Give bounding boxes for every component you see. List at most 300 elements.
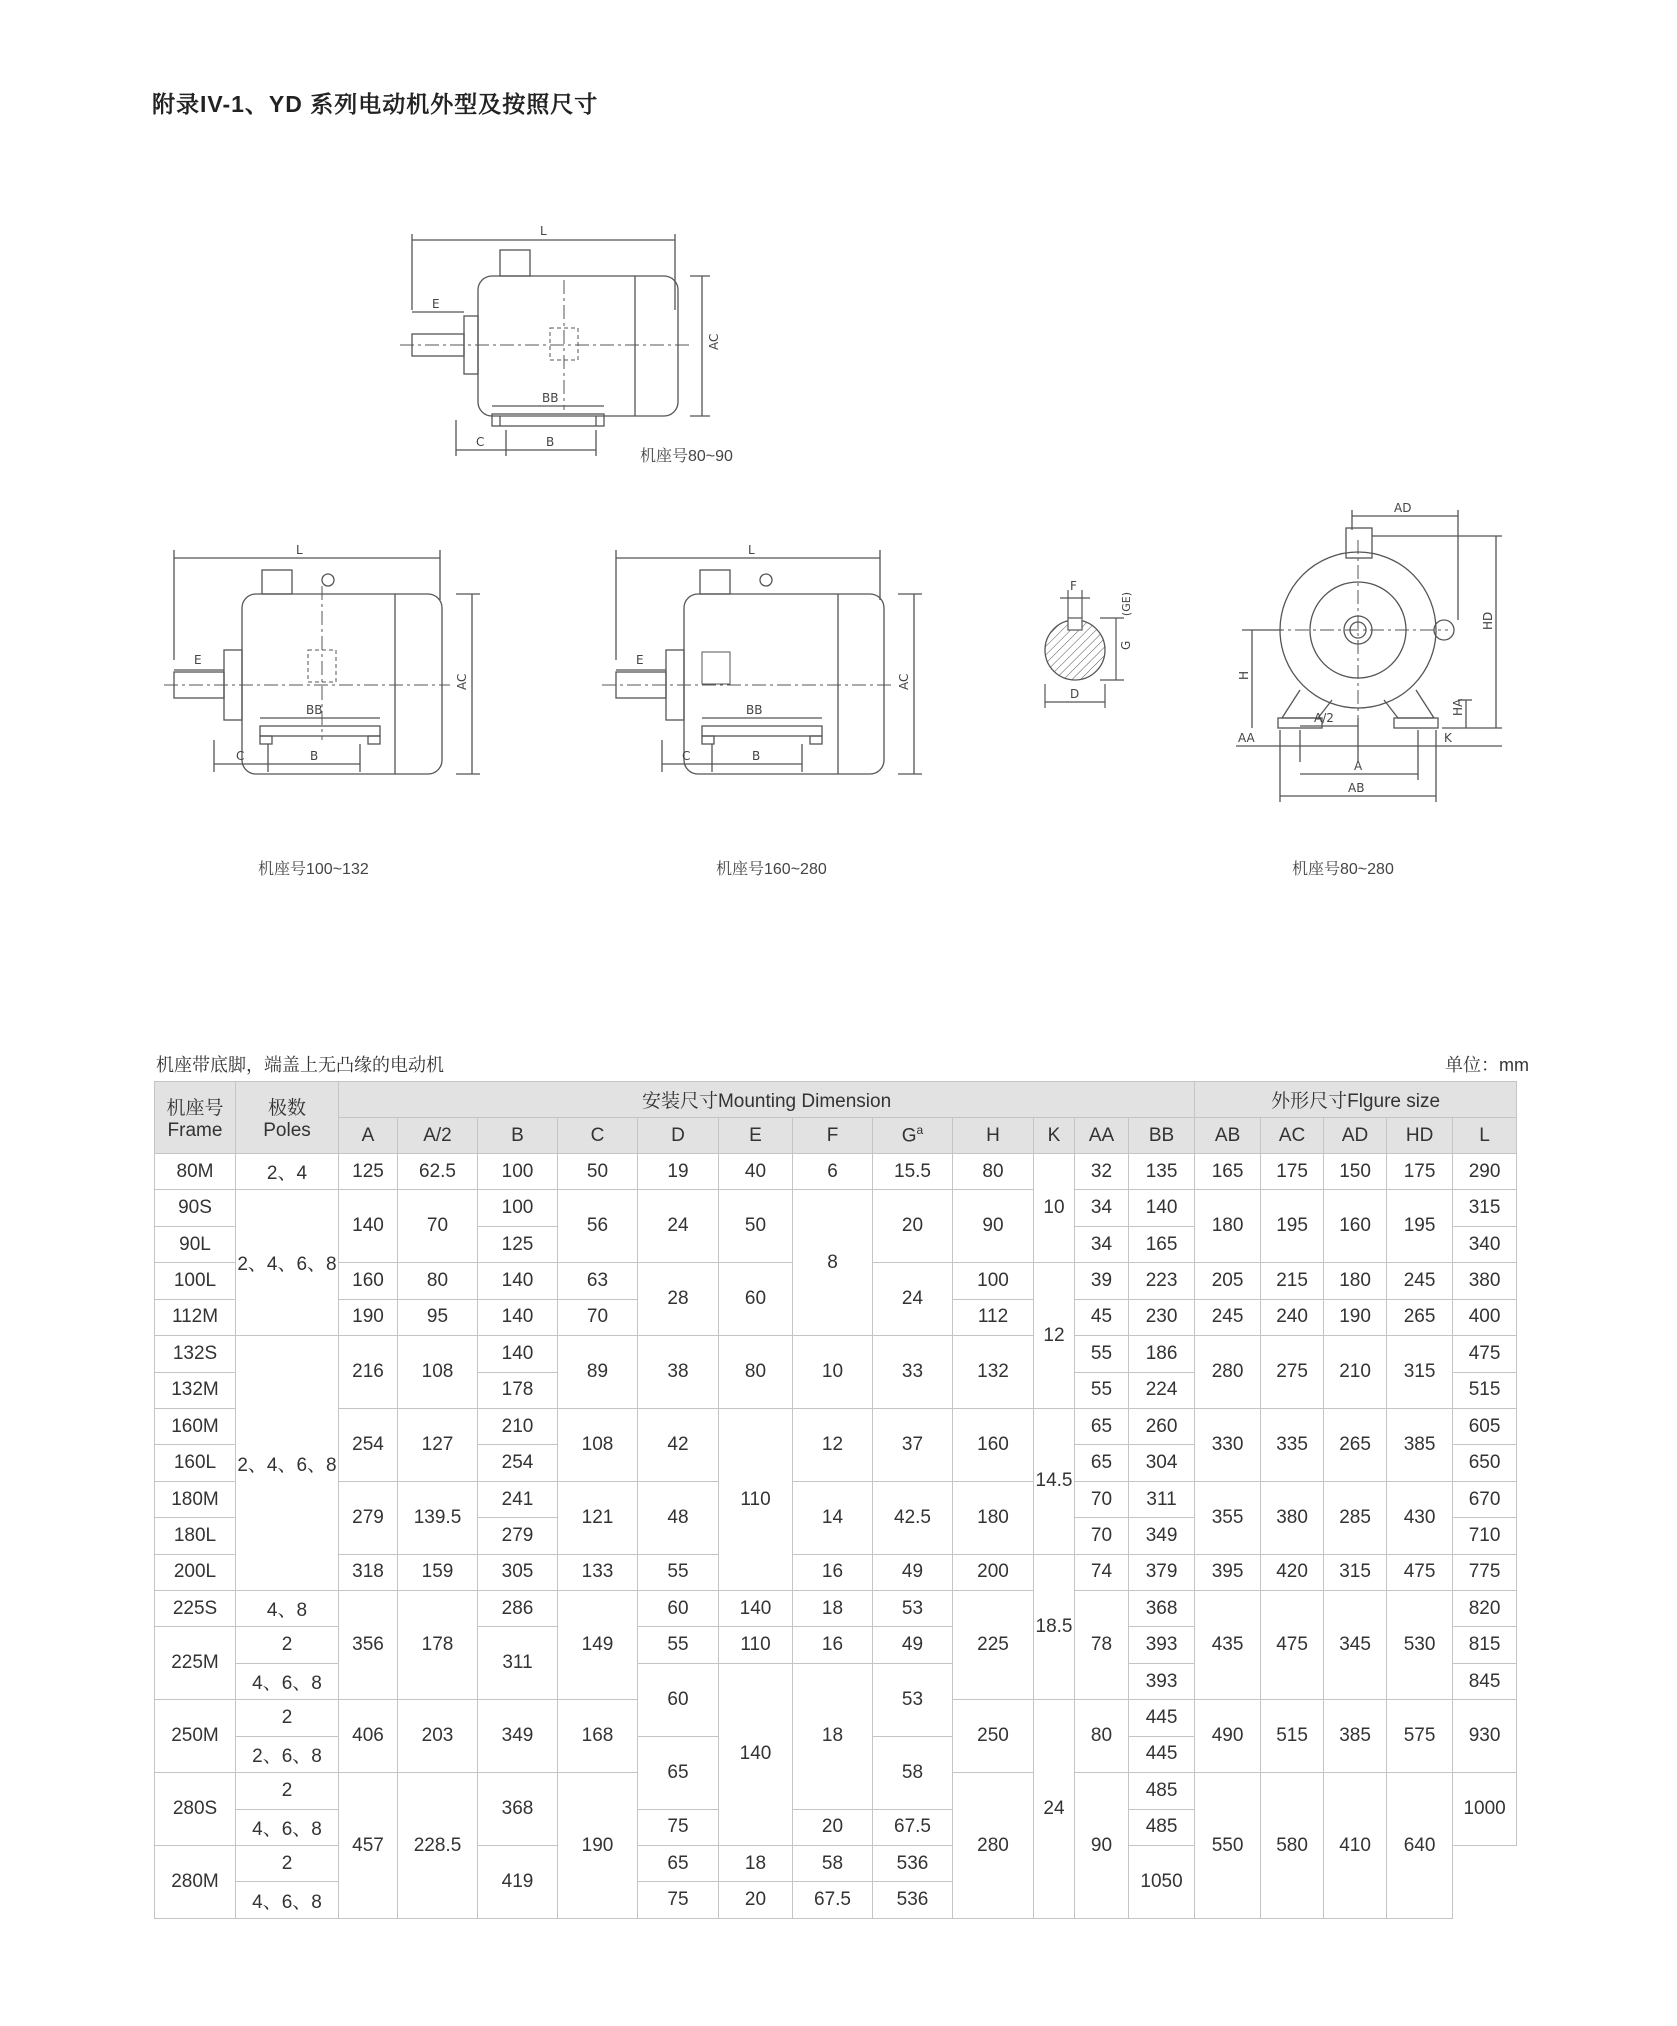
cell-E: 140 bbox=[719, 1591, 793, 1627]
cell-E: 110 bbox=[719, 1627, 793, 1663]
cell-L: 605 bbox=[1453, 1408, 1517, 1444]
cell-AD: 385 bbox=[1324, 1700, 1387, 1773]
drawing-frame-80-90 bbox=[390, 220, 780, 470]
cell-poles: 2 bbox=[236, 1846, 339, 1882]
cell-G: 20 bbox=[873, 1190, 953, 1263]
cell-AA: 70 bbox=[1075, 1481, 1129, 1517]
cell-B: 100 bbox=[478, 1190, 558, 1226]
cell-B: 100 bbox=[478, 1154, 558, 1190]
cell-D: 65 bbox=[638, 1846, 719, 1882]
cell-H: 160 bbox=[953, 1408, 1034, 1481]
cell-G: 42.5 bbox=[873, 1481, 953, 1554]
cell-AA: 39 bbox=[1075, 1263, 1129, 1299]
header-G-sup: a bbox=[916, 1123, 924, 1138]
cell-B: 311 bbox=[478, 1627, 558, 1700]
cell-BB: 165 bbox=[1129, 1226, 1195, 1262]
cell-BB: 393 bbox=[1129, 1627, 1195, 1663]
dim-C-label: C bbox=[236, 749, 245, 763]
cell-F: 18 bbox=[793, 1591, 873, 1627]
cell-C: 190 bbox=[558, 1773, 638, 1919]
cell-AA: 78 bbox=[1075, 1591, 1129, 1700]
cell-D: 75 bbox=[638, 1882, 719, 1919]
cell-A2: 203 bbox=[398, 1700, 478, 1773]
table-caption: 机座带底脚，端盖上无凸缘的电动机 bbox=[156, 1055, 444, 1075]
cell-A: 279 bbox=[339, 1481, 398, 1554]
cell-HD: 575 bbox=[1387, 1700, 1453, 1773]
drawing-end-view bbox=[1222, 500, 1512, 810]
cell-D: 65 bbox=[638, 1736, 719, 1809]
unit-label: 单位：mm bbox=[1445, 1055, 1529, 1075]
dim-H-label: H bbox=[1237, 670, 1251, 680]
header-AC: AC bbox=[1261, 1118, 1324, 1154]
cell-AB: 550 bbox=[1195, 1773, 1261, 1919]
cell-poles: 2 bbox=[236, 1773, 339, 1809]
cell-A: 216 bbox=[339, 1336, 398, 1409]
cell-BB: 485 bbox=[1129, 1809, 1195, 1845]
cell-BB: 224 bbox=[1129, 1372, 1195, 1408]
page-title: 附录IV-1、YD 系列电动机外型及按照尺寸 bbox=[152, 91, 599, 117]
cell-F: 20 bbox=[793, 1809, 873, 1845]
cell-D: 60 bbox=[638, 1591, 719, 1627]
cell-A: 125 bbox=[339, 1154, 398, 1190]
cell-BB: 445 bbox=[1129, 1700, 1195, 1736]
cell-E: 50 bbox=[719, 1190, 793, 1263]
cell-H: 112 bbox=[953, 1299, 1034, 1335]
cell-BB: 536 bbox=[873, 1882, 953, 1919]
cell-frame: 280M bbox=[155, 1846, 236, 1919]
cell-B: 125 bbox=[478, 1226, 558, 1262]
cell-H: 250 bbox=[953, 1700, 1034, 1773]
header-figure-size: 外形尺寸Flgure size bbox=[1195, 1082, 1517, 1118]
dim-L-label: L bbox=[296, 543, 303, 557]
cell-poles: 4、8 bbox=[236, 1591, 339, 1627]
cell-A2: 80 bbox=[398, 1263, 478, 1299]
cell-L: 340 bbox=[1453, 1226, 1517, 1262]
cell-A: 190 bbox=[339, 1299, 398, 1335]
cell-H: 225 bbox=[953, 1591, 1034, 1700]
dim-L-label: L bbox=[748, 543, 755, 557]
cell-L: 1050 bbox=[1129, 1846, 1195, 1919]
cell-B: 279 bbox=[478, 1518, 558, 1554]
dim-AC-label: AC bbox=[897, 673, 911, 690]
dim-AB-label: AB bbox=[1348, 781, 1365, 795]
cell-L: 845 bbox=[1453, 1663, 1517, 1699]
cell-L: 930 bbox=[1453, 1700, 1517, 1773]
cell-H: 90 bbox=[953, 1190, 1034, 1263]
cell-HD: 265 bbox=[1387, 1299, 1453, 1335]
dim-E-label: E bbox=[194, 653, 202, 667]
cell-AC: 420 bbox=[1261, 1554, 1324, 1590]
cell-A2: 159 bbox=[398, 1554, 478, 1590]
cell-K: 24 bbox=[1034, 1700, 1075, 1919]
cell-C: 149 bbox=[558, 1591, 638, 1700]
header-H: H bbox=[953, 1118, 1034, 1154]
cell-C: 56 bbox=[558, 1190, 638, 1263]
cell-BB: 140 bbox=[1129, 1190, 1195, 1226]
cell-frame: 160M bbox=[155, 1408, 236, 1444]
cell-B: 254 bbox=[478, 1445, 558, 1481]
header-B: B bbox=[478, 1118, 558, 1154]
dim-A2-label: A/2 bbox=[1314, 711, 1334, 725]
cell-poles: 4、6、8 bbox=[236, 1882, 339, 1919]
cell-B: 305 bbox=[478, 1554, 558, 1590]
cell-AA: 45 bbox=[1075, 1299, 1129, 1335]
cell-F: 10 bbox=[793, 1336, 873, 1409]
cell-AB: 395 bbox=[1195, 1554, 1261, 1590]
cell-E: 80 bbox=[719, 1336, 793, 1409]
cell-BB: 260 bbox=[1129, 1408, 1195, 1444]
dim-L-label: L bbox=[540, 224, 547, 238]
cell-AB: 245 bbox=[1195, 1299, 1261, 1335]
cell-AB: 435 bbox=[1195, 1591, 1261, 1700]
cell-L: 710 bbox=[1453, 1518, 1517, 1554]
cell-poles: 2、6、8 bbox=[236, 1736, 339, 1772]
dimension-table bbox=[154, 1081, 1517, 1919]
cell-L: 775 bbox=[1453, 1554, 1517, 1590]
cell-K: 12 bbox=[1034, 1263, 1075, 1409]
dim-E-label: E bbox=[432, 297, 440, 311]
cell-AB: 165 bbox=[1195, 1154, 1261, 1190]
cell-G: 24 bbox=[873, 1263, 953, 1336]
cell-H: 132 bbox=[953, 1336, 1034, 1409]
cell-HD: 175 bbox=[1387, 1154, 1453, 1190]
cell-D: 38 bbox=[638, 1336, 719, 1409]
dim-AC-label: AC bbox=[455, 673, 469, 690]
table-row bbox=[155, 1336, 1517, 1372]
cell-G: 58 bbox=[873, 1736, 953, 1809]
cell-L: 670 bbox=[1453, 1481, 1517, 1517]
dim-G-label: G bbox=[1119, 640, 1133, 650]
cell-B: 368 bbox=[478, 1773, 558, 1846]
cell-G: 58 bbox=[793, 1846, 873, 1882]
header-L: L bbox=[1453, 1118, 1517, 1154]
cell-C: 133 bbox=[558, 1554, 638, 1590]
dim-AD-label: AD bbox=[1394, 501, 1412, 515]
cell-BB: 135 bbox=[1129, 1154, 1195, 1190]
cell-HD: 245 bbox=[1387, 1263, 1453, 1299]
header-E: E bbox=[719, 1118, 793, 1154]
cell-AC: 335 bbox=[1261, 1408, 1324, 1481]
cell-K: 18.5 bbox=[1034, 1554, 1075, 1700]
header-AD: AD bbox=[1324, 1118, 1387, 1154]
cell-HD: 530 bbox=[1387, 1591, 1453, 1700]
cell-C: 89 bbox=[558, 1336, 638, 1409]
cell-frame: 132S bbox=[155, 1336, 236, 1372]
cell-BB: 186 bbox=[1129, 1336, 1195, 1372]
cell-AA: 34 bbox=[1075, 1226, 1129, 1262]
dim-C-label: C bbox=[682, 749, 691, 763]
cell-H: 280 bbox=[953, 1773, 1034, 1919]
cell-F: 8 bbox=[793, 1190, 873, 1336]
cell-poles: 2 bbox=[236, 1700, 339, 1736]
cell-F: 16 bbox=[793, 1554, 873, 1590]
header-HD: HD bbox=[1387, 1118, 1453, 1154]
table-row bbox=[155, 1481, 1517, 1517]
cell-D: 24 bbox=[638, 1190, 719, 1263]
cell-AA: 55 bbox=[1075, 1336, 1129, 1372]
cell-D: 48 bbox=[638, 1481, 719, 1554]
header-G-text: G bbox=[901, 1125, 917, 1147]
cell-G: 33 bbox=[873, 1336, 953, 1409]
dim-E-label: E bbox=[636, 653, 644, 667]
cell-F: 12 bbox=[793, 1408, 873, 1481]
header-AA: AA bbox=[1075, 1118, 1129, 1154]
cell-D: 42 bbox=[638, 1408, 719, 1481]
cell-A: 356 bbox=[339, 1591, 398, 1700]
cell-A2: 70 bbox=[398, 1190, 478, 1263]
cell-AC: 275 bbox=[1261, 1336, 1324, 1409]
cell-D: 55 bbox=[638, 1554, 719, 1590]
cell-AC: 195 bbox=[1261, 1190, 1324, 1263]
cell-AD: 285 bbox=[1324, 1481, 1387, 1554]
cell-A2: 95 bbox=[398, 1299, 478, 1335]
header-poles-cn: 极数 bbox=[267, 1098, 306, 1119]
cell-poles: 2、4、6、8 bbox=[236, 1336, 339, 1591]
dim-B-label: B bbox=[310, 749, 319, 763]
cell-F: 16 bbox=[793, 1627, 873, 1663]
cell-frame: 90L bbox=[155, 1226, 236, 1262]
cell-F: 20 bbox=[719, 1882, 793, 1919]
cell-B: 241 bbox=[478, 1481, 558, 1517]
cell-K: 14.5 bbox=[1034, 1408, 1075, 1554]
dim-B-label: B bbox=[752, 749, 761, 763]
table-row bbox=[155, 1190, 1517, 1226]
dim-BB-label: BB bbox=[746, 703, 763, 717]
cell-AA: 70 bbox=[1075, 1518, 1129, 1554]
cell-AC: 175 bbox=[1261, 1154, 1324, 1190]
cell-A2: 228.5 bbox=[398, 1773, 478, 1919]
cell-BB: 485 bbox=[1129, 1773, 1195, 1809]
cell-H: 180 bbox=[953, 1481, 1034, 1554]
dim-C-label: C bbox=[476, 435, 485, 449]
cell-AB: 180 bbox=[1195, 1190, 1261, 1263]
cell-D: 55 bbox=[638, 1627, 719, 1663]
dim-K-label: K bbox=[1444, 731, 1452, 745]
cell-frame: 200L bbox=[155, 1554, 236, 1590]
cell-HD: 475 bbox=[1387, 1554, 1453, 1590]
cell-AC: 475 bbox=[1261, 1591, 1324, 1700]
header-frame-cn: 机座号 bbox=[166, 1098, 224, 1119]
cell-frame: 225S bbox=[155, 1591, 236, 1627]
cell-G: 37 bbox=[873, 1408, 953, 1481]
cell-AA: 90 bbox=[1075, 1773, 1129, 1919]
dim-F-label: F bbox=[1070, 579, 1077, 593]
cell-D: 60 bbox=[638, 1663, 719, 1736]
cell-C: 168 bbox=[558, 1700, 638, 1773]
header-A2: A/2 bbox=[398, 1118, 478, 1154]
cell-C: 70 bbox=[558, 1299, 638, 1335]
drawing-shaft-section bbox=[1030, 560, 1160, 720]
cell-B: 349 bbox=[478, 1700, 558, 1773]
cell-A2: 139.5 bbox=[398, 1481, 478, 1554]
header-K: K bbox=[1034, 1118, 1075, 1154]
cell-AB: 490 bbox=[1195, 1700, 1261, 1773]
cell-frame: 225M bbox=[155, 1627, 236, 1700]
terminal-box-marker bbox=[702, 652, 730, 684]
cell-A: 140 bbox=[339, 1190, 398, 1263]
header-F: F bbox=[793, 1118, 873, 1154]
cell-L: 815 bbox=[1453, 1627, 1517, 1663]
cell-AA: 32 bbox=[1075, 1154, 1129, 1190]
cell-A2: 62.5 bbox=[398, 1154, 478, 1190]
cell-G: 67.5 bbox=[793, 1882, 873, 1919]
cell-H: 100 bbox=[953, 1263, 1034, 1299]
cell-A: 318 bbox=[339, 1554, 398, 1590]
cell-AC: 580 bbox=[1261, 1773, 1324, 1919]
cell-C: 50 bbox=[558, 1154, 638, 1190]
cell-frame: 180L bbox=[155, 1518, 236, 1554]
cell-poles: 2、4 bbox=[236, 1154, 339, 1190]
cell-A2: 108 bbox=[398, 1336, 478, 1409]
cell-AD: 160 bbox=[1324, 1190, 1387, 1263]
header-A: A bbox=[339, 1118, 398, 1154]
dim-GE-label: (GE) bbox=[1120, 592, 1133, 617]
dim-A-label: A bbox=[1354, 759, 1363, 773]
cell-E: 40 bbox=[719, 1154, 793, 1190]
cell-frame: 90S bbox=[155, 1190, 236, 1226]
cell-B: 178 bbox=[478, 1372, 558, 1408]
dim-AC-label: AC bbox=[707, 333, 721, 350]
cell-frame: 132M bbox=[155, 1372, 236, 1408]
cell-AB: 330 bbox=[1195, 1408, 1261, 1481]
cell-BB: 393 bbox=[1129, 1663, 1195, 1699]
cell-AC: 515 bbox=[1261, 1700, 1324, 1773]
caption-frame-160-280: 机座号160~280 bbox=[716, 861, 827, 878]
cell-AA: 74 bbox=[1075, 1554, 1129, 1590]
cell-AD: 315 bbox=[1324, 1554, 1387, 1590]
cell-L: 1000 bbox=[1453, 1773, 1517, 1846]
cell-A: 160 bbox=[339, 1263, 398, 1299]
header-poles bbox=[236, 1082, 339, 1154]
cell-A: 254 bbox=[339, 1408, 398, 1481]
cell-BB: 536 bbox=[873, 1846, 953, 1882]
cell-L: 380 bbox=[1453, 1263, 1517, 1299]
cell-L: 650 bbox=[1453, 1445, 1517, 1481]
dim-B-label: B bbox=[546, 435, 555, 449]
dim-BB-label: BB bbox=[306, 703, 323, 717]
cell-H: 200 bbox=[953, 1554, 1034, 1590]
drawing-frame-160-280 bbox=[602, 540, 942, 780]
cell-AB: 355 bbox=[1195, 1481, 1261, 1554]
cell-B: 140 bbox=[478, 1299, 558, 1335]
cell-BB: 304 bbox=[1129, 1445, 1195, 1481]
cell-L: 400 bbox=[1453, 1299, 1517, 1335]
cell-E: 110 bbox=[719, 1408, 793, 1590]
cell-AA: 34 bbox=[1075, 1190, 1129, 1226]
cell-H: 80 bbox=[953, 1154, 1034, 1190]
caption-frame-80-90: 机座号80~90 bbox=[640, 448, 733, 465]
header-BB: BB bbox=[1129, 1118, 1195, 1154]
dim-BB-label: BB bbox=[542, 391, 559, 405]
cell-C: 121 bbox=[558, 1481, 638, 1554]
cell-BB: 230 bbox=[1129, 1299, 1195, 1335]
cell-C: 108 bbox=[558, 1408, 638, 1481]
caption-frame-80-280: 机座号80~280 bbox=[1292, 861, 1394, 878]
cell-D: 28 bbox=[638, 1263, 719, 1336]
cell-AD: 150 bbox=[1324, 1154, 1387, 1190]
dim-HD-label: HD bbox=[1481, 611, 1495, 630]
cell-frame: 160L bbox=[155, 1445, 236, 1481]
cell-AD: 210 bbox=[1324, 1336, 1387, 1409]
table-row bbox=[155, 1408, 1517, 1444]
cell-AD: 265 bbox=[1324, 1408, 1387, 1481]
cell-frame: 250M bbox=[155, 1700, 236, 1773]
table-row bbox=[155, 1554, 1517, 1590]
cell-G: 49 bbox=[873, 1627, 953, 1663]
cell-F: 14 bbox=[793, 1481, 873, 1554]
cell-AC: 380 bbox=[1261, 1481, 1324, 1554]
cell-AD: 190 bbox=[1324, 1299, 1387, 1335]
dim-AA-label: AA bbox=[1238, 731, 1255, 745]
cell-AB: 205 bbox=[1195, 1263, 1261, 1299]
cell-AD: 410 bbox=[1324, 1773, 1387, 1919]
header-D: D bbox=[638, 1118, 719, 1154]
cell-L: 315 bbox=[1453, 1190, 1517, 1226]
cell-L: 475 bbox=[1453, 1336, 1517, 1372]
cell-F: 6 bbox=[793, 1154, 873, 1190]
cell-HD: 315 bbox=[1387, 1336, 1453, 1409]
header-frame bbox=[155, 1082, 236, 1154]
cell-AC: 240 bbox=[1261, 1299, 1324, 1335]
cell-B: 210 bbox=[478, 1408, 558, 1444]
cell-E: 140 bbox=[719, 1663, 793, 1845]
header-C: C bbox=[558, 1118, 638, 1154]
cell-poles: 4、6、8 bbox=[236, 1663, 339, 1699]
cell-B: 286 bbox=[478, 1591, 558, 1627]
cell-F: 18 bbox=[719, 1846, 793, 1882]
cell-D: 75 bbox=[638, 1809, 719, 1845]
cell-AD: 180 bbox=[1324, 1263, 1387, 1299]
cell-HD: 195 bbox=[1387, 1190, 1453, 1263]
cell-poles: 2、4、6、8 bbox=[236, 1190, 339, 1336]
cell-BB: 368 bbox=[1129, 1591, 1195, 1627]
cell-B: 419 bbox=[478, 1846, 558, 1919]
table-row bbox=[155, 1154, 1517, 1190]
cell-E: 60 bbox=[719, 1263, 793, 1336]
cell-AB: 280 bbox=[1195, 1336, 1261, 1409]
cell-B: 140 bbox=[478, 1336, 558, 1372]
dim-D-label: D bbox=[1070, 687, 1080, 701]
cell-L: 820 bbox=[1453, 1591, 1517, 1627]
drawing-frame-100-132 bbox=[160, 540, 500, 780]
caption-frame-100-132: 机座号100~132 bbox=[258, 861, 369, 878]
cell-K: 10 bbox=[1034, 1154, 1075, 1263]
cell-HD: 385 bbox=[1387, 1408, 1453, 1481]
cell-L: 515 bbox=[1453, 1372, 1517, 1408]
header-poles-en: Poles bbox=[263, 1120, 311, 1141]
cell-C: 63 bbox=[558, 1263, 638, 1299]
cell-AC: 215 bbox=[1261, 1263, 1324, 1299]
cell-F: 18 bbox=[793, 1663, 873, 1809]
cell-AA: 80 bbox=[1075, 1700, 1129, 1773]
cell-AA: 65 bbox=[1075, 1445, 1129, 1481]
cell-BB: 379 bbox=[1129, 1554, 1195, 1590]
cell-G: 67.5 bbox=[873, 1809, 953, 1845]
header-AB: AB bbox=[1195, 1118, 1261, 1154]
cell-frame: 100L bbox=[155, 1263, 236, 1299]
cell-HD: 640 bbox=[1387, 1773, 1453, 1919]
cell-A: 406 bbox=[339, 1700, 398, 1773]
cell-A: 457 bbox=[339, 1773, 398, 1919]
header-G bbox=[873, 1118, 953, 1154]
cell-HD: 430 bbox=[1387, 1481, 1453, 1554]
header-frame-en: Frame bbox=[167, 1120, 223, 1141]
cell-BB: 349 bbox=[1129, 1518, 1195, 1554]
cell-G: 53 bbox=[873, 1663, 953, 1736]
cell-D: 19 bbox=[638, 1154, 719, 1190]
cell-AA: 55 bbox=[1075, 1372, 1129, 1408]
cell-BB: 223 bbox=[1129, 1263, 1195, 1299]
